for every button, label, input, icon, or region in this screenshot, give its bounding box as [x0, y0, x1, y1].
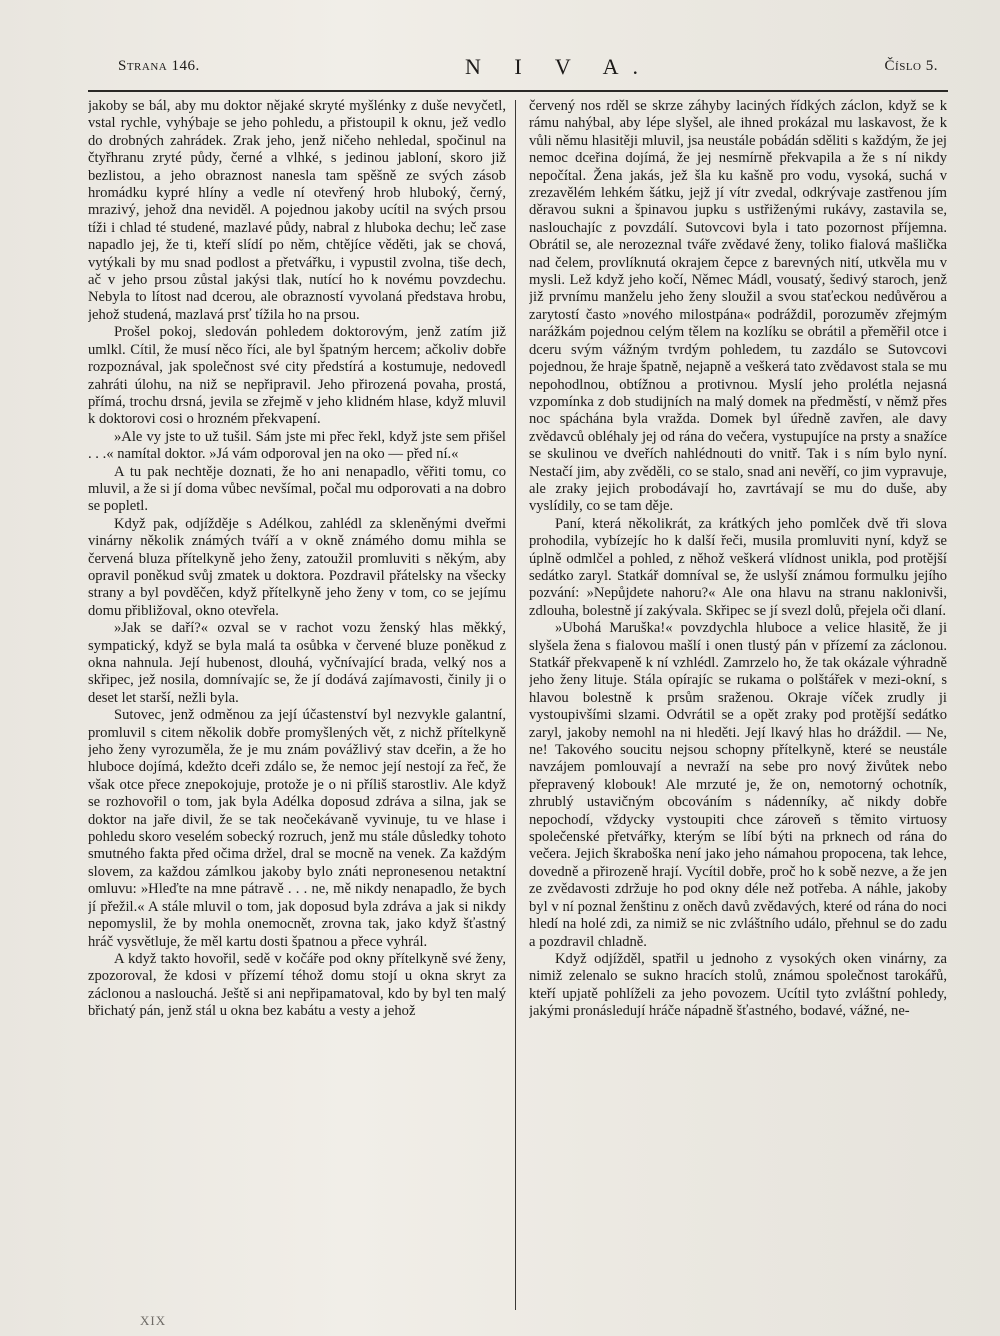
- issue-number: Číslo 5.: [884, 58, 938, 74]
- journal-title: N I V A.: [465, 54, 652, 79]
- paragraph: »Ubohá Maruška!« povzdychla hluboce a velice hlasitě, že ji slyšela žena s fialovou mašlí i onen tlustý pán v přízemí za záclonou. Statkář překvapeně k ní vzhlédl. Zamrzelo ho, že tak okázale výhradně jeho ženy lituje. Stála opírajíc se rukama o polštářek v mezi-okní, s hlavou bolestně k prsům sraženou. Okraje víček zrudly ji vystoupivšími slzami. Odvrátil se a opět zraky pod protější sedátko zaryl, jakoby nemohl na ni hleděti. Její lkavý hlas ho dráždil. — Ne, ne! Takového soucitu nejsou schopny přítelkyně, které se neustále navzájem pomlouvají a nevraží na sebe pro nový živůtek nebo přepravený klobouk! Ale mrzuté je, že on, nemotorný ochotník, zhrublý ustavičným obcováním s nádenníky, ač nikdy dobře nepochodí, vždycky vystoupiti chce zároveň s těmito virtuosy společenské přetvářky, kterým se líbí býti na prknech od rána do večera. Jejich škraboška není jako jeho námahou propocena, tak lehce, dovedně a přirozeně hrají. Vycítil dobře, proč ho k sobě nezve, a že jen ze zvědavosti zdržuje ho pod okny déle než potřeba. A náhle, jakoby byl v ní poznal ženštinu z oněch davů zvědavých, které od rána do noci hledí na holé zdi, za nimiž se nic zvláštního událo, přehnul se do zadu a pozdravil chladně.: [529, 620, 947, 950]
- paragraph: jakoby se bál, aby mu doktor nějaké skryté myšlénky z duše nevyčetl, vstal rychle, vyhýbaje se jeho pohledu, a přistoupil k oknu, jež vedlo do drobných zahrádek. Zrak jeho, jenž ničeho nehledal, spočinul na čtyřhranu zryté půdy, černé a vlhké, s jedinou jabloní, skoro již bezlistou, a jeho obraznost nanesla tam spěšně ze svých zásob hromádku kypré hlíny a vedle ní otevřený hrob hluboký, černý, mrazivý, jehož dna neviděl. A pojednou jakoby ucítil na svých prsou tíži i chlad té studené, mazlavé půdy, nabral z hluboka dechu; leč zase napadlo jej, že ti, kteří slídí po něm, chtějíce věděti, jak se chová, vytýkali by mu snad podlost a přetvářku, i vypustil zvolna, tiše dech, ač v jeho prsou zůstal jakýsi tlak, nutící ho k novému povzdechu. Nebyla to lítost nad dcerou, ale obrazností vyvolaná představa hrobu, jehož studená, mazlavá prsť tížila ho na prsou.: [88, 98, 506, 323]
- paragraph: Sutovec, jenž odměnou za její účastenství byl nezvykle galantní, promluvil s citem několik dobře promyšlených vět, z nichž přítelkyně jeho ženy vyrozuměla, že je mu znám povážlivý stav dceřin, a že ho hluboce dojímá, kdežto dceři zdálo se, že nemoc její nestojí za řeč, že však otce přece znepokojuje, protože je o ni příliš starostliv. Ale když se rozhovořil o tom, jak byla Adélka doposud zdráva a silna, jak se doktor na jaře divil, že se tak neočekávaně vyvinuje, tu ve hlase i pohledu skoro veselém sobecký rozruch, jenž mu stále důsledky tohoto smutného fakta před očima držel, dral se mocně na venek. Za každým slovem, za každou zámlkou jakoby bylo znáti nepronesenou netaktní omluvu: »Hleďte na mne pátravě . . . ne, mě nikdy nenapadlo, že bych jí přežil.« A stále mluvil o tom, jak doposud byla zdráva a jak si nikdy nepomyslil, že by mohla onemocnět, zrovna tak, jako když šťastný hráč vysvětluje, že měl kartu dosti špatnou a přece vyhrál.: [88, 707, 506, 950]
- paragraph: Prošel pokoj, sledován pohledem doktorovým, jenž zatím již umlkl. Cítil, že musí něco říci, ale byl špatným hercem; ačkoliv dobře rozpoznával, jak společnost své city předstírá a kostumuje, nedovedl zahráti úlohu, na niž se nepřipravil. Jeho přirozená povaha, prostá, přímá, trochu drsná, jevila se zřejmě v jeho klidném hlase, když mluvil k doktorovi cosi o hrozném překvapení.: [88, 324, 506, 428]
- paragraph: »Jak se daří?« ozval se v rachot vozu ženský hlas měkký, sympatický, když se byla malá ta osůbka v červené bluze poněkud z okna nahnula. Její hubenost, dlouhá, vyčnívající brada, velký nos a skřipec, jež nosila, domnívajíc se, že jí dodává zajímavosti, činily ji o deset let starší, nežli byla.: [88, 620, 506, 706]
- column-divider: [515, 100, 516, 1310]
- left-column: [88, 98, 506, 1313]
- header-rule: [88, 90, 948, 92]
- page-header: [118, 54, 938, 84]
- paragraph: Když pak, odjížděje s Adélkou, zahlédl za skleněnými dveřmi vinárny několik známých tváří a v okně známého domu mihla se červená bluza přítelkyně jeho ženy, zatoužil promluviti s někým, aby opravil poněkud svůj zmatek u doktora. Pozdravil přátelsky na všecky strany a byl povděčen, když přítelkyně jeho ženy v tom, co se jejímu domu přibližoval, okno otevřela.: [88, 515, 506, 619]
- paragraph: A tu pak nechtěje doznati, že ho ani nenapadlo, věřiti tomu, co mluvil, a že si jí doma vůbec nevšímal, počal mu odporovati a na dobro se popletl.: [88, 463, 506, 515]
- paragraph: Když odjížděl, spatřil u jednoho z vysokých oken vinárny, za nimiž zelenalo se sukno hracích stolů, známou společnost tarokářů, kteří upjatě pohlíželi za jeho povozem. Ucítil tyto zvláštní pohledy, jakými pronásledují hráče nápadně šťastného, bodavé, vážné, ne-: [529, 950, 947, 1020]
- page-number: Strana 146.: [118, 58, 200, 74]
- paragraph: »Ale vy jste to už tušil. Sám jste mi přec řekl, když jste sem přišel . . .« namítal doktor. »Já vám odporoval jen na oko — před ní.«: [88, 428, 506, 463]
- signature-mark: XIX: [140, 1313, 167, 1328]
- paragraph: Paní, která několikrát, za krátkých jeho pomlček dvě tři slova prohodila, vybízejíc ho k další řeči, musila promluviti nyní, když se úplně odmlčel a pohled, z něhož veškerá vlídnost unikla, pod protější sedátko zaryl. Statkář domníval se, že uslyší známou formulku jejího pozvání: »Nepůjdete nahoru?« Ale ona hlavu na stranu naklonivši, zdlouha, bolestně jí zakývala. Skřipec se jí svezl dolů, přejela oči dlaní.: [529, 515, 947, 619]
- right-column: [529, 98, 947, 1313]
- paragraph: A když takto hovořil, sedě v kočáře pod okny přítelkyně své ženy, zpozoroval, že kdosi v přízemí téhož domu stojí u okna skryt za záclonou a naslouchá. Ještě si ani nepřipamatoval, kdo by byl ten malý břichatý pán, jenž stál u okna bez kabátu a vesty a jehož: [88, 950, 506, 1020]
- paragraph: červený nos rděl se skrze záhyby laciných řídkých záclon, když se k rámu nahýbal, aby lépe slyšel, ale ihned prokázal mu laskavost, že k vůli němu hlasitěji mluvil, jsa neustále pobádán sděliti s každým, že jej nemoc dceřina dojímá, že jej nesmírně překvapila a že s ní nikdy nepočítal. Žena jakás, jež šla ku kašně pro vodu, vysoká, suchá v zrezavělém lehkém šátku, jejž jí vítr zvedal, odkrývaje zastřenou jím děravou sukni a špinavou jupku s ustřiženými rukávy, zastavila se, naslouchajíc z povzdálí. Sutovcovi byla i tato pozornost příjemna. Obrátil se, ale nerozeznal tváře zvědavé ženy, toliko fialová mašlička nad čelem, provlíknutá okrajem čepce z barevných nití, utkvěla mu v mysli. Lež když jeho kočí, Němec Mádl, vousatý, šedivý staroch, jenž již prvnímu manželu jeho ženy sloužil a svou staťeckou nedůvěrou a zarytostí často »nového milostpána« podráždil, porozuměv zřejmým narážkám pojednou celým tělem na kozlíku se obrátil a přeměřil otce i dceru svým vážným tvrdým pohledem, tu zazdálo se Sutovcovi pojednou, že hraje špatně, nejapně a veškerá tato zvědavost stala se mu nepohodlnou, obtížnou a protivnou. Myslí jeho prolétla nejasná vzpomínka z dob studijních na malý domek na předměstí, v němž přes noc spáchána byla vražda. Domek byl úředně zavřen, ale davy zvědavců obléhaly jej od rána do večera, vystupujíce na prsty a snažíce se skulinou ve dveřích nahlédnouti do vnitř. Tak i s ním bylo nyní. Nestačí jim, aby zvěděli, co se stalo, snad ani nevěří, co jim vypravuje, ale zraky jejich probodávají ho, zavrtávají se mu do duše, aby vyslídily, co se tam děje.: [529, 98, 947, 515]
